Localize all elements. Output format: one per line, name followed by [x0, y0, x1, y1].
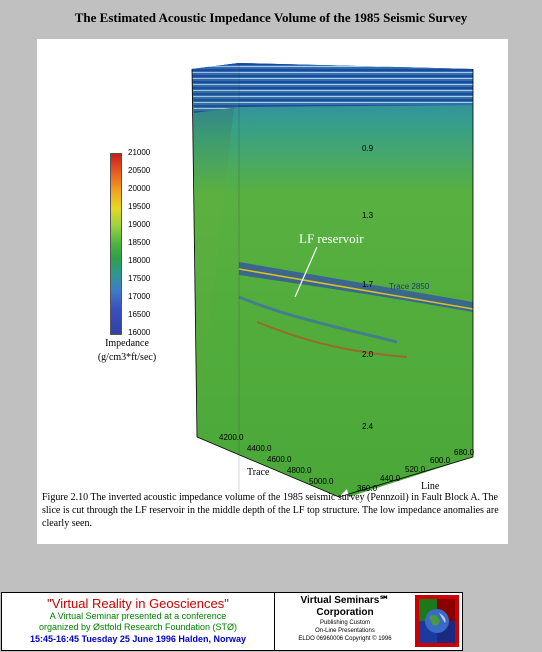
figure-panel — [37, 39, 508, 544]
corp-tagline-2: On-Line Presentations — [315, 628, 375, 634]
corp-name: Virtual Seminars℠ — [300, 595, 390, 606]
banner-left — [2, 593, 275, 650]
colorbar-tick: 16000 — [128, 328, 151, 337]
colorbar-tick: 20500 — [128, 166, 151, 175]
colorbar-tick: 20000 — [128, 184, 151, 193]
time-label: 0.9 — [362, 144, 374, 153]
colorbar-tick: 18000 — [128, 256, 151, 265]
trace-tick: 4400.0 — [247, 444, 272, 453]
line-axis-label: Line — [421, 481, 440, 492]
colorbar-tick: 21000 — [128, 148, 151, 157]
trace-tick: 4200.0 — [219, 433, 244, 442]
trace-tick: 5000.0 — [309, 477, 334, 486]
line-tick: 440.0 — [380, 474, 401, 483]
corp-tagline: Publishing Custom — [319, 620, 371, 626]
globe-logo-icon — [415, 595, 459, 647]
time-label: 2.0 — [362, 350, 374, 359]
corp-block — [275, 595, 415, 643]
impedance-volume-cube — [177, 57, 507, 497]
banner-right — [275, 593, 462, 650]
time-label: 1.3 — [362, 211, 374, 220]
colorbar-unit: (g/cm3*ft/sec) — [97, 352, 157, 363]
colorbar-tick: 16500 — [128, 310, 151, 319]
figure-caption: Figure 2.10 The inverted acoustic impedance volume of the 1985 seismic survey (Pennzoil) in Fault Block A. The slice is cut through the LF reservoir in the middle depth of the LF top structure. The low impedance anomalies are clearly seen. — [42, 492, 499, 529]
colorbar-tick: 18500 — [128, 238, 151, 247]
colorbar-tick: 19500 — [128, 202, 151, 211]
line-tick: 680.0 — [454, 448, 475, 457]
corp-suffix: Corporation — [316, 607, 374, 618]
colorbar-tick: 17500 — [128, 274, 151, 283]
line-tick: 600.0 — [430, 456, 451, 465]
line-tick: 520.0 — [405, 465, 426, 474]
time-label: 1.7 — [362, 280, 374, 289]
impedance-colorbar — [110, 153, 122, 335]
page-title: The Estimated Acoustic Impedance Volume of the 1985 Seismic Survey — [74, 10, 468, 25]
line-tick: 360.0 — [357, 484, 378, 493]
trace-tick: 4600.0 — [267, 455, 292, 464]
banner-title: "Virtual Reality in Geosciences" — [47, 596, 229, 611]
trace-axis-label: Trace — [247, 467, 270, 478]
banner-organizer: organized by Østfold Research Foundation (STØ) — [38, 622, 238, 632]
colorbar-tick: 17000 — [128, 292, 151, 301]
banner-subtitle: A Virtual Seminar presented at a conference — [49, 611, 227, 621]
seminar-banner[interactable] — [1, 592, 463, 651]
colorbar-tick: 19000 — [128, 220, 151, 229]
trace-tick: 4800.0 — [287, 466, 312, 475]
corp-copyright: ELDO 06960006 Copyright © 1996 — [298, 636, 392, 642]
lf-reservoir-annotation: LF reservoir — [299, 231, 364, 246]
banner-date: 15:45-16:45 Tuesday 25 June 1996 Halden, Norway — [30, 634, 246, 644]
slice-label: Trace 2850 — [389, 282, 430, 291]
colorbar-label: Impedance — [105, 338, 149, 349]
time-label: 2.4 — [362, 422, 374, 431]
